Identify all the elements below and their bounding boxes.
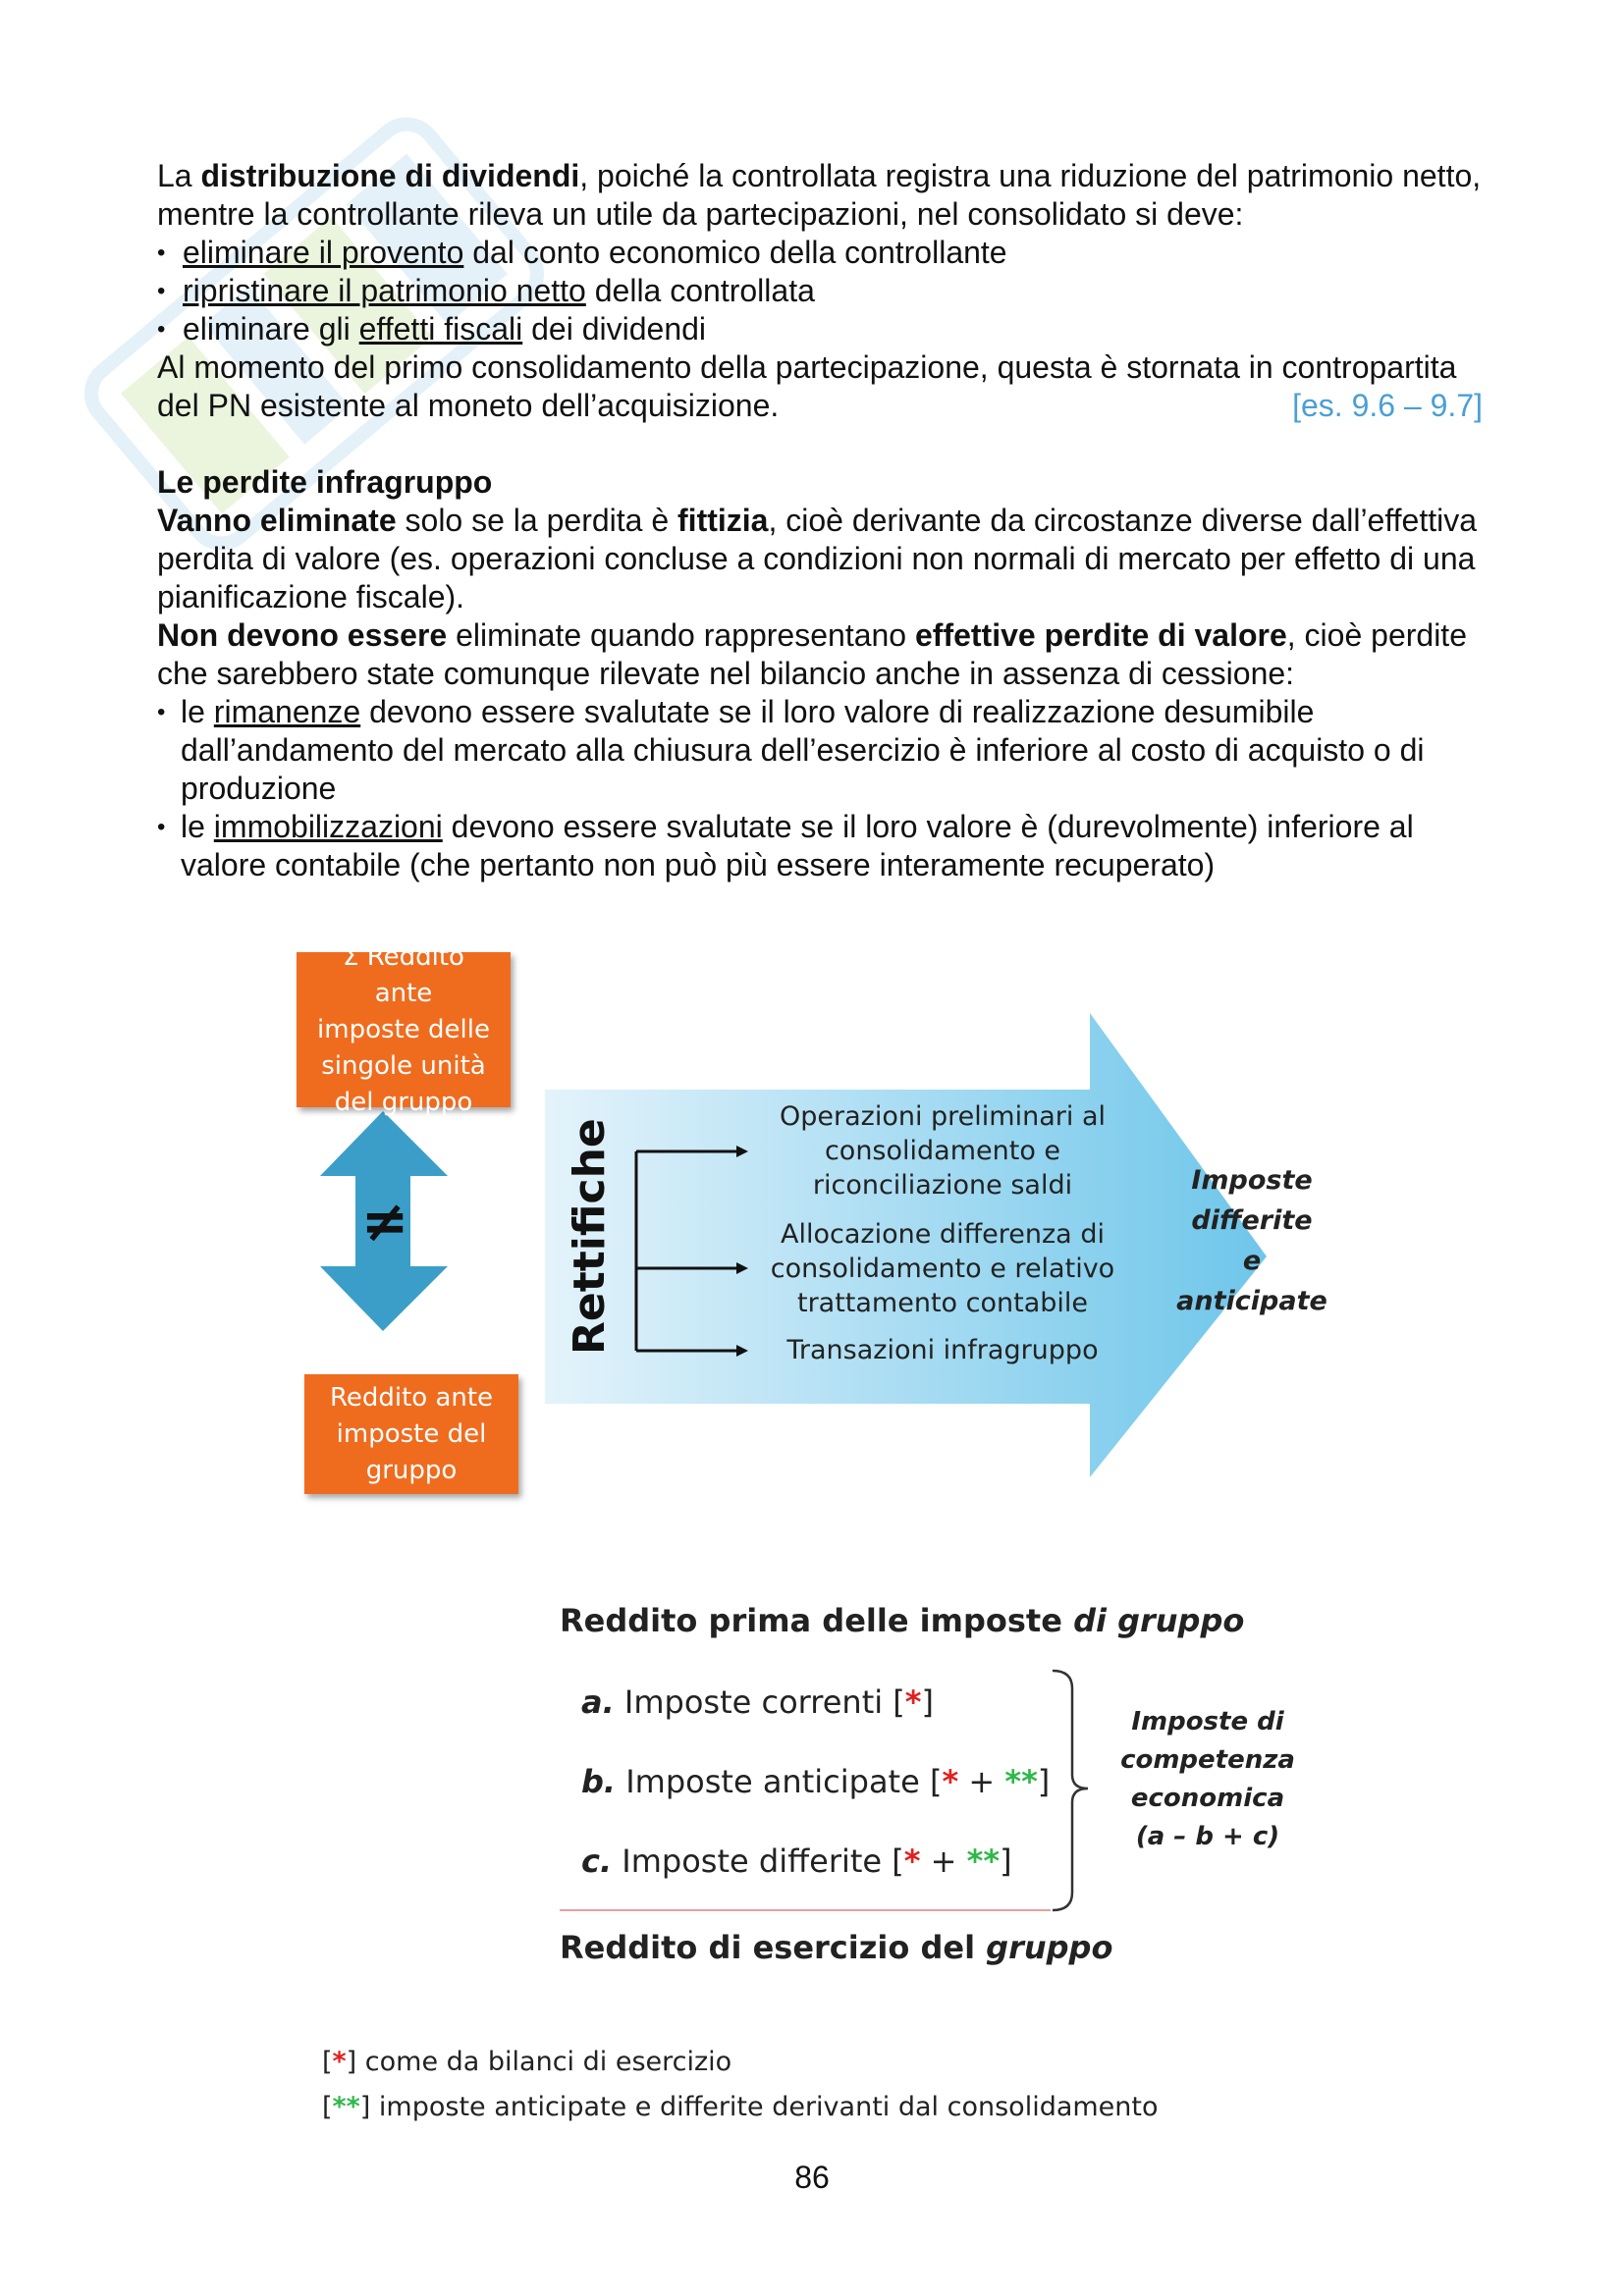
footnote-1: [*] come da bilanci di esercizio <box>322 2047 732 2077</box>
imposte-differite-anticipate: Imposte differite e anticipate <box>1176 1165 1327 1316</box>
exercise-reference: [es. 9.6 – 9.7] <box>1292 388 1483 423</box>
list-item: • ripristinare il patrimonio netto della controllata <box>157 273 815 308</box>
rettifiche-label: Rettifiche <box>565 1118 615 1355</box>
taxes-title: Reddito prima delle imposte di gruppo <box>560 1602 1245 1639</box>
list-item: • le rimanenze devono essere svalutate se il loro valore di realizzazione desumibile dall’andamento del mercato alla chiusura dell’esercizio è inferiore al costo di acquisto o di produzione <box>157 694 1425 806</box>
footnote-2: [**] imposte anticipate e differite derivanti dal consolidamento <box>322 2092 1159 2122</box>
divider <box>560 1909 1051 1911</box>
box-reddito-gruppo: Reddito ante imposte del gruppo <box>304 1374 518 1494</box>
taxes-bottom-line: Reddito di esercizio del gruppo <box>560 1929 1113 1966</box>
list-item: • eliminare gli effetti fiscali dei dividendi <box>157 311 707 347</box>
tax-item-b: b. Imposte anticipate [* + **] <box>581 1763 1051 1800</box>
dividendi-section <box>157 157 1483 884</box>
section-heading: Le perdite infragruppo <box>157 464 493 500</box>
primo-consolidamento: Al momento del primo consolidamento della partecipazione, questa è stornata in contropartita del PN esistente al moneto dell’acquisizione. [es. 9.6 – 9.7] <box>157 349 1483 423</box>
tax-item-a: a. Imposte correnti [*] <box>581 1683 934 1721</box>
perdite-paragraph-2: Non devono essere eliminate quando rappresentano effettive perdite di valore, cioè perdite che sarebbero state comunque rilevate nel bilancio anche in assenza di cessione: <box>157 617 1467 691</box>
page-number: 86 <box>794 2160 830 2195</box>
taxes-block <box>560 1590 1345 2002</box>
tax-item-c: c. Imposte differite [* + **] <box>581 1842 1012 1880</box>
list-item: • le immobilizzazioni devono essere svalutate se il loro valore è (durevolmente) inferiore al valore contabile (che pertanto non può più essere interamente recuperato) <box>157 809 1414 882</box>
op-transazioni: Transazioni infragruppo <box>786 1335 1099 1365</box>
dividendi-intro: La distribuzione di dividendi, poiché la controllata registra una riduzione del patrimonio netto, mentre la controllante rileva un utile da partecipazioni, nel consolidato si deve: <box>157 158 1482 232</box>
not-equal-sign: ≠ <box>360 1188 409 1255</box>
rettifiche-diagram <box>285 942 1365 1502</box>
op-preliminari: Operazioni preliminari al consolidamento e riconciliazione saldi <box>780 1101 1106 1201</box>
curly-brace <box>1051 1669 1100 1914</box>
list-item: • eliminare il provento dal conto economico della controllante <box>157 235 1007 270</box>
imposte-competenza: Imposte di competenza economica (a – b + c) <box>1120 1707 1295 1851</box>
perdite-paragraph-1: Vanno eliminate solo se la perdita è fittizia, cioè derivante da circostanze diverse dall’effettiva perdita di valore (es. operazioni concluse a condizioni non normali di mercato per effetto di una pianificazione fiscale). <box>157 503 1478 614</box>
box-reddito-singole-unita: Σ Reddito ante imposte delle singole unità del gruppo <box>297 952 511 1107</box>
op-allocazione: Allocazione differenza di consolidamento e relativo trattamento contabile <box>770 1219 1115 1318</box>
footnotes <box>322 2040 1159 2130</box>
